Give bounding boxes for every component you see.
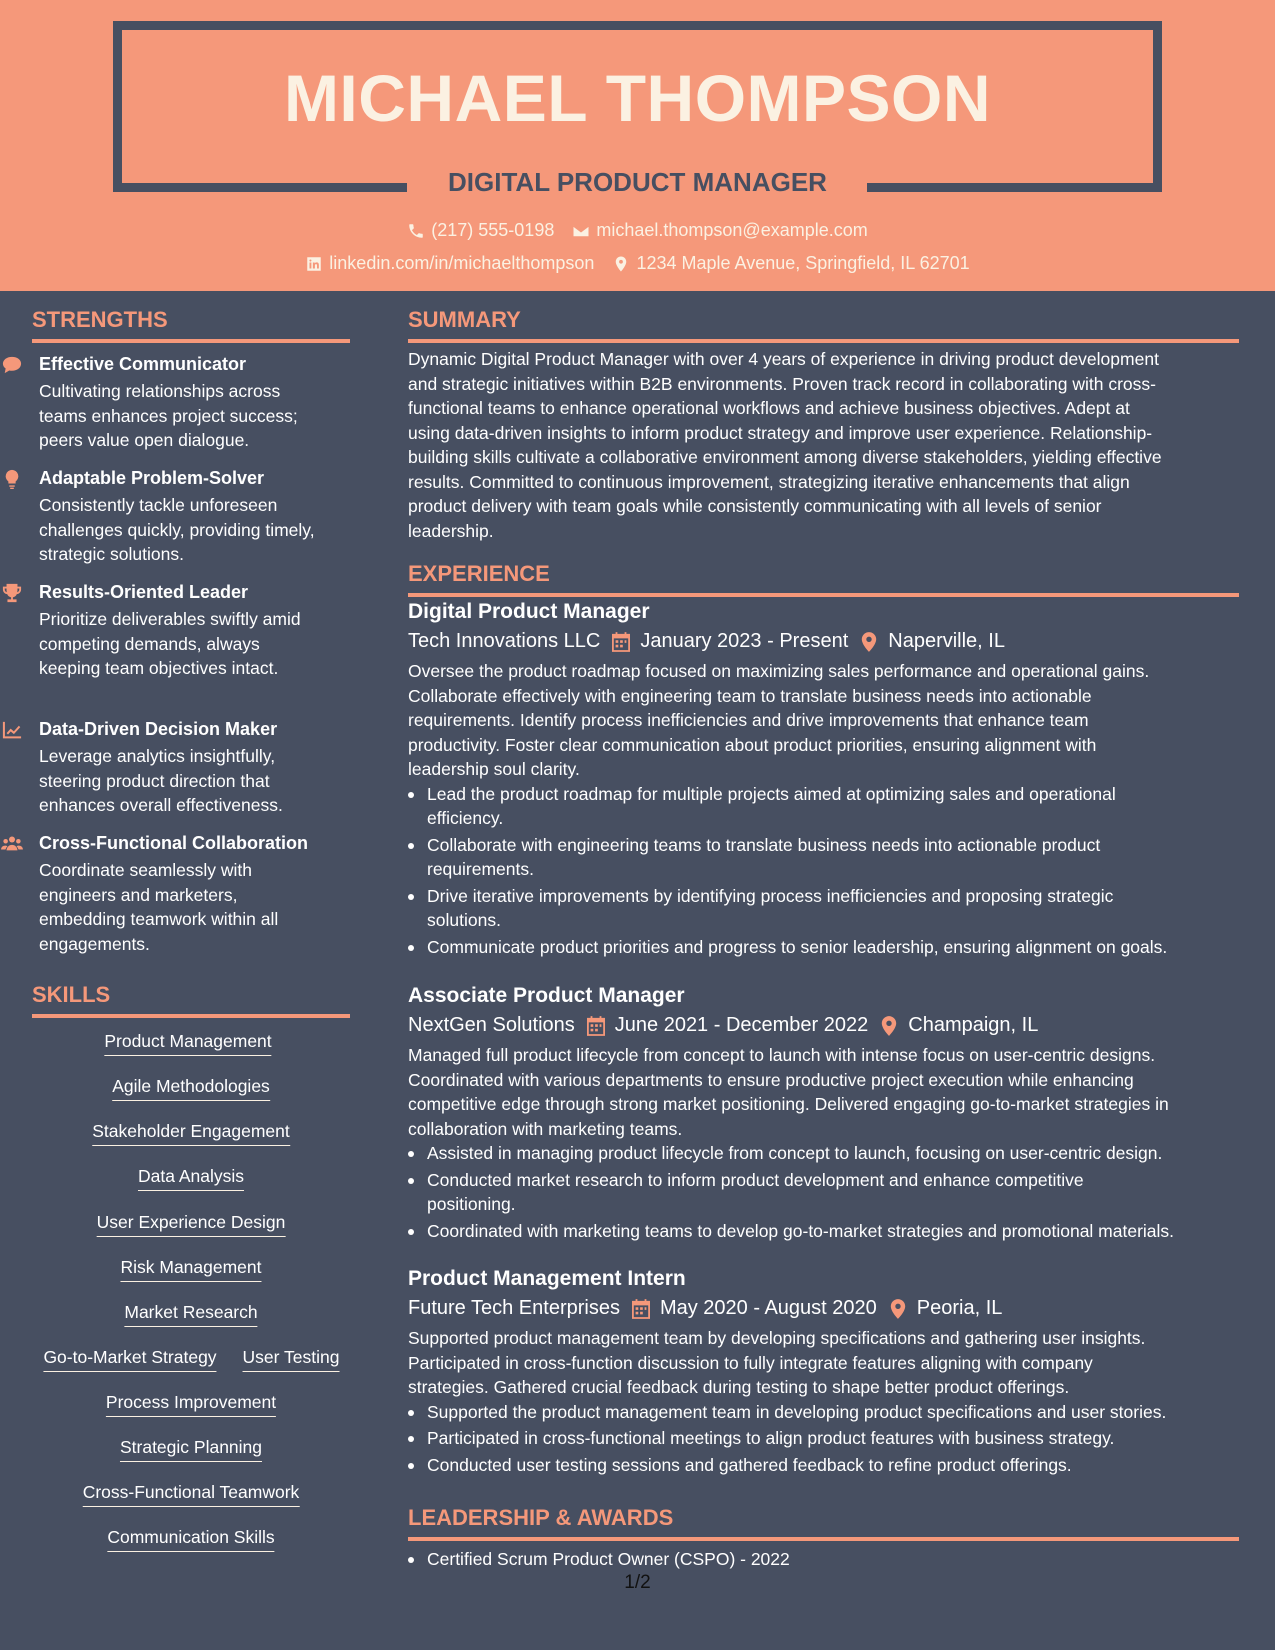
job-location: Peoria, IL (916, 1297, 1003, 1319)
bullet-item (408, 833, 1253, 882)
strength-title: Effective Communicator (39, 354, 247, 374)
skill-tag: User Testing (243, 1347, 340, 1372)
resume-header (0, 0, 1275, 291)
calendar-icon (620, 1299, 660, 1319)
email-contact[interactable] (572, 220, 867, 241)
summary-line: Dynamic Digital Product Manager with over 4 years of experience in driving product development (408, 349, 1159, 369)
job-title: Digital Product Manager (408, 600, 650, 623)
map-marker-icon (612, 255, 630, 273)
bullet-line: Supported the product management team in developing product specifications and user stories. (427, 1401, 1167, 1422)
job-entry (408, 600, 1253, 959)
job-bullets (408, 782, 1253, 960)
desc-line: Participated in cross-function discussion to fully integrate features aligning with company (408, 1352, 1093, 1373)
desc-line: requirements. Identify process inefficiencies and drive improvements that enhance team (408, 710, 1089, 730)
summary-line: building skills cultivate a collaborative environment among diverse stakeholders, yielding effective (408, 447, 1162, 467)
bullet-item (408, 1426, 1253, 1451)
address-contact (612, 253, 969, 274)
strength-title: Results-Oriented Leader (39, 582, 249, 602)
map-marker-icon (848, 632, 888, 652)
contact-row-1 (0, 220, 1275, 241)
bullet-item (408, 1141, 1253, 1166)
summary-line: results. Committed to continuous improvement, strategizing iterative enhancements that align (408, 471, 1130, 492)
skill-tag: Product Management (104, 1031, 271, 1056)
skill-tag: Process Improvement (106, 1392, 276, 1417)
skill-tag: Data Analysis (138, 1166, 244, 1191)
bullet-item (408, 782, 1253, 831)
company-name: Future Tech Enterprises (408, 1297, 620, 1319)
desc-line: Collaborate effectively with engineering team to translate business needs into actionable (408, 685, 1092, 706)
desc-line: collaboration with marketing teams. (408, 1118, 683, 1139)
desc-line: Coordinated with various departments to ensure productive project execution while enhancing (408, 1069, 1134, 1090)
job-location: Naperville, IL (888, 630, 1005, 652)
bullet-line: Conducted market research to inform product development and enhance competitive (427, 1169, 1084, 1190)
trophy-icon (1, 583, 23, 603)
skill-tag: Stakeholder Engagement (92, 1121, 290, 1146)
job-meta (408, 630, 1253, 653)
map-marker-icon (877, 1299, 917, 1319)
job-description (408, 1326, 1253, 1400)
skill-tag: Go-to-Market Strategy (43, 1347, 216, 1372)
summary-heading: SUMMARY (408, 307, 1239, 343)
job-description (408, 659, 1253, 782)
bullet-line: Drive iterative improvements by identifying process inefficiencies and proposing strategic (427, 885, 1114, 906)
bullet-item (408, 1219, 1253, 1244)
phone-contact[interactable] (407, 220, 554, 241)
bullet-line: Participated in cross-functional meetings to align product features with business strategy. (427, 1428, 1115, 1448)
users-icon (1, 834, 23, 854)
leadership-heading: LEADERSHIP & AWARDS (408, 1505, 1239, 1541)
desc-line: strategies. Gathered crucial feedback during testing to shape better product offerings. (408, 1377, 1070, 1397)
candidate-title: DIGITAL PRODUCT MANAGER (448, 167, 827, 197)
award-item: Certified Scrum Product Owner (CSPO) - 2022 (408, 1547, 1239, 1572)
phone-icon (407, 222, 425, 240)
bullet-line: Lead the product roadmap for multiple projects aimed at optimizing sales and operational (427, 783, 1116, 804)
map-marker-icon (868, 1016, 908, 1036)
contact-row-2 (0, 253, 1275, 274)
bullet-item (408, 1400, 1253, 1425)
job-meta (408, 1297, 1253, 1320)
skill-tag: Agile Methodologies (112, 1076, 270, 1101)
bullet-line: requirements. (427, 859, 534, 879)
bullet-line: efficiency. (427, 808, 504, 828)
bullet-line: Conducted user testing sessions and gathered feedback to refine product offerings. (427, 1454, 1072, 1475)
job-dates: May 2020 - August 2020 (659, 1297, 877, 1319)
summary-line: leadership. (408, 520, 494, 541)
comment-icon (1, 355, 23, 375)
job-title: Associate Product Manager (408, 984, 685, 1007)
bullet-item (408, 935, 1253, 960)
lightbulb-icon (1, 469, 23, 489)
strength-title: Cross-Functional Collaboration (39, 833, 309, 853)
bullet-line: positioning. (427, 1194, 516, 1214)
desc-line: competitive edge through strong market positioning. Delivered engaging go-to-market strategies in (408, 1094, 1169, 1114)
skill-tag: User Experience Design (97, 1212, 286, 1237)
bullet-line: Assisted in managing product lifecycle from concept to launch, focusing on user-centric design. (427, 1143, 1163, 1163)
summary-line: product delivery with team goals while consistently communicating with all levels of senior (408, 496, 1102, 516)
bullet-item (408, 884, 1253, 933)
job-dates: January 2023 - Present (640, 630, 849, 652)
bullet-item (408, 1453, 1253, 1478)
experience-heading: EXPERIENCE (408, 561, 1239, 597)
skill-tag: Communication Skills (107, 1527, 274, 1552)
line-chart-icon (1, 720, 23, 740)
candidate-name: MICHAEL THOMPSON (283, 61, 992, 135)
bullet-line: solutions. (427, 910, 501, 930)
envelope-icon (572, 222, 590, 240)
strength-description: Coordinate seamlessly with engineers and marketers, embedding teamwork within all engagements. (39, 860, 279, 954)
job-meta (408, 1014, 1253, 1037)
company-name: NextGen Solutions (408, 1014, 575, 1036)
skills-heading: SKILLS (32, 982, 350, 1018)
bullet-line: Communicate product priorities and progress to senior leadership, ensuring alignment on goals. (427, 936, 1168, 957)
linkedin-contact[interactable] (305, 253, 594, 274)
strength-description: Prioritize deliverables swiftly amid competing demands, always keeping team objectives intact. (39, 609, 301, 678)
job-dates: June 2021 - December 2022 (614, 1014, 869, 1036)
linkedin-text: linkedin.com/in/michaelthompson (329, 253, 595, 273)
skill-tag: Risk Management (120, 1257, 261, 1282)
strength-title: Adaptable Problem-Solver (39, 468, 265, 488)
skill-tag: Market Research (124, 1302, 257, 1327)
page-number: 1/2 (624, 1572, 651, 1593)
desc-line: leadership soul clarity. (408, 759, 580, 779)
skill-tag: Strategic Planning (120, 1437, 262, 1462)
job-entry (408, 1267, 1253, 1477)
strength-description: Consistently tackle unforeseen challenges quickly, providing timely, strategic solutions. (39, 495, 315, 564)
linkedin-icon (305, 255, 323, 273)
summary-line: and strategic initiatives within B2B environments. Proven track record in collaborating with cross- (408, 373, 1156, 394)
job-title: Product Management Intern (408, 1267, 686, 1290)
email-text: michael.thompson@example.com (596, 220, 868, 240)
job-description (408, 1043, 1253, 1141)
desc-line: productivity. Foster clear communication about product priorities, ensuring alignment with (408, 734, 1097, 755)
summary-text (408, 347, 1248, 543)
strength-description: Leverage analytics insightfully, steering product direction that enhances overall effectiveness. (39, 746, 283, 815)
job-bullets (408, 1400, 1253, 1478)
calendar-icon (575, 1016, 615, 1036)
strength-description: Cultivating relationships across teams enhances project success; peers value open dialogue. (39, 381, 298, 450)
desc-line: Managed full product lifecycle from concept to launch with intense focus on user-centric designs. (408, 1045, 1156, 1065)
phone-text: (217) 555-0198 (431, 220, 555, 240)
strengths-heading: STRENGTHS (32, 307, 350, 343)
address-text: 1234 Maple Avenue, Springfield, IL 62701 (636, 253, 970, 273)
bullet-line: Coordinated with marketing teams to develop go-to-market strategies and promotional materials. (427, 1220, 1175, 1241)
desc-line: Supported product management team by developing specifications and gathering user insights. (408, 1328, 1146, 1348)
desc-line: Oversee the product roadmap focused on maximizing sales performance and operational gains. (408, 661, 1150, 681)
job-bullets (408, 1141, 1253, 1243)
summary-line: functional teams to enhance operational workflows and achieve business objectives. Adept at (408, 398, 1130, 418)
bullet-line: Collaborate with engineering teams to translate business needs into actionable product (427, 834, 1101, 855)
job-location: Champaign, IL (908, 1014, 1039, 1036)
strength-title: Data-Driven Decision Maker (39, 719, 278, 739)
summary-line: using data-driven insights to inform product strategy and improve user experience. Relationship- (408, 422, 1153, 443)
leadership-list (408, 1547, 1239, 1572)
skill-tag: Cross-Functional Teamwork (83, 1482, 300, 1507)
job-entry (408, 984, 1253, 1243)
company-name: Tech Innovations LLC (408, 630, 601, 652)
bullet-item (408, 1168, 1253, 1217)
calendar-icon (600, 632, 640, 652)
